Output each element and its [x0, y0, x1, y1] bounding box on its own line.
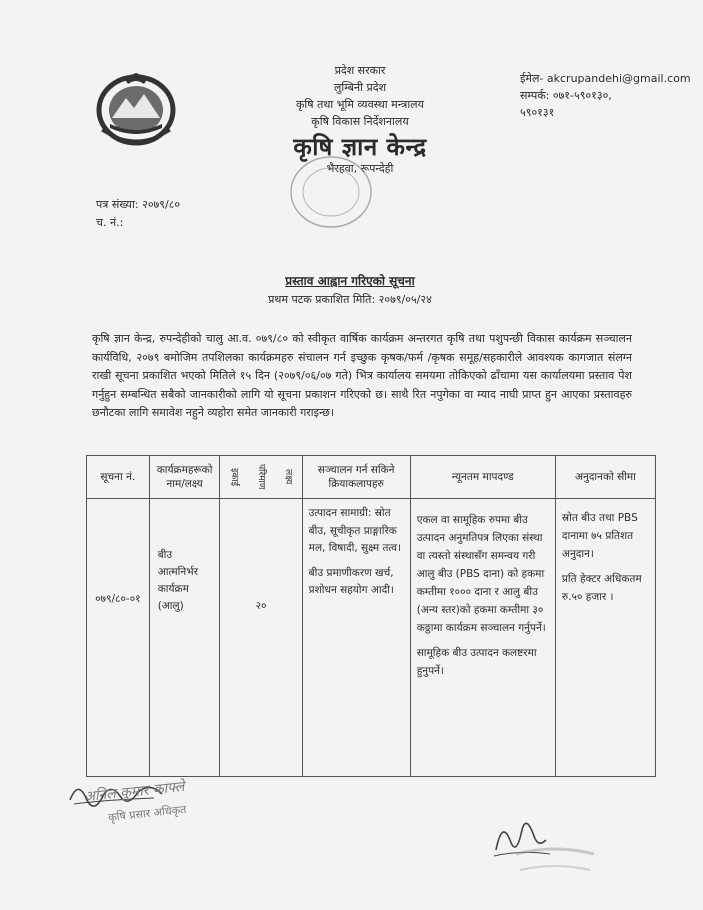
criteria-item-1: एकल वा सामूहिक रुपमा बीउ उत्पादन अनुमतिपत्र लिएका संस्था वा त्यस्तो संस्थासँग समन्वय गरी आलु बीउ (PBS दाना) को हकमा कम्तीमा १००० दाना र आलु बीउ (अन्य स्तर)को हकमा कम्तीमा ३० कठ्ठामा कार्यक्रम सञ्चालन गर्नुपर्ने। — [416, 514, 546, 634]
left-signatory-name: अनिल कुमार काफ्ले — [83, 778, 186, 806]
table-row — [87, 499, 656, 777]
criteria-item-2: सामूहिक बीउ उत्पादन कलष्टरमा हुनुपर्ने। — [416, 647, 537, 677]
activities-item-2: बीउ प्रमाणीकरण खर्च, प्रशोधन सहयोग आदी। — [308, 566, 394, 596]
publish-date: प्रथम पटक प्रकाशित मिति: २०७९/०५/२४ — [268, 293, 432, 306]
cell-grant — [555, 499, 655, 777]
cell-program: बीउ आत्मनिर्भर कार्यक्रम (आलु) — [149, 499, 220, 777]
col-notice-no: सूचना नं. — [87, 456, 150, 499]
cell-activities — [302, 499, 410, 777]
letter-number: पत्र संख्या: २०७९/८० — [96, 198, 181, 211]
grant-item-1: स्रोत बीउ तथा PBS दानामा ७५ प्रतिशत अनुदान। — [561, 512, 638, 560]
government-name: प्रदेश सरकार — [334, 64, 386, 77]
directorate-name: कृषि विकास निर्देशनालय — [311, 115, 409, 128]
ministry-name: कृषि तथा भूमि व्यवस्था मन्त्रालय — [295, 98, 425, 111]
activities-item-1: उत्पादन सामाग्री: स्रोत बीउ, सूचीकृत प्राङ्गारिक मल, विषादी, सुक्ष्म तत्व। — [308, 507, 402, 554]
nepal-government-emblem — [94, 68, 178, 148]
cell-criteria — [410, 499, 555, 777]
program-table — [86, 455, 656, 777]
col-quantity — [220, 456, 302, 499]
dispatch-number: च. नं.: — [96, 216, 124, 229]
office-location: भैरहवा, रूपन्देही — [326, 162, 394, 175]
office-stamp — [286, 152, 376, 232]
col-activities: सञ्चालन गर्न सकिने क्रियाकलापहरु — [302, 456, 410, 499]
province-name: लुम्बिनी प्रदेश — [333, 81, 387, 94]
col-target: लक्ष्य — [283, 469, 294, 485]
notice-body: कृषि ज्ञान केन्द्र, रुपन्देहीको चालु आ.व. ०७९/८० को स्वीकृत वार्षिक कार्यक्रम अन्तरगत कृषि तथा पशुपन्छी विकास कार्यक्रम सञ्चालन कार्यविधि, २०७९ बमोजिम तपशिलका कार्यक्रमहरु संचालन गर्न इच्छुक कृषक/फर्म /कृषक समूह/सहकारीले आवश्यक कागजात संलग्न राखी सूचना प्रकाशित भएको मितिले १५ दिन (२०७९/०६/०७ गते) भित्र कार्यालय समयमा तोकिएको ढाँचामा यस कार्यालयमा प्रस्ताव पेश गर्नुहुन सम्बन्धित सबैको जानकारीको लागि यो सूचना प्रकाशन गरिएको छ। साथै रित नपुगेका वा म्याद नाघी प्राप्त हुन आएका प्रस्तावहरु छनौटका लागि समावेश नहुने व्यहोरा समेत जानकारी गराइन्छ। — [92, 332, 632, 420]
left-signatory-post: कृषि प्रसार अधिकृत — [107, 802, 187, 825]
col-grant: अनुदानको सीमा — [555, 456, 655, 499]
reference-numbers — [96, 196, 180, 232]
notice-title: प्रस्ताव आह्वान गरिएको सूचना — [285, 274, 415, 288]
right-stamp — [510, 842, 600, 882]
phone-line-1: सम्पर्क: ०७१-५९०१३०, — [520, 89, 612, 102]
email-line: ईमेल- akcrupandehi@gmail.com — [520, 72, 691, 85]
table-header-row — [87, 456, 656, 499]
grant-item-2: प्रति हेक्टर अधिकतम रु.५० हजार । — [561, 573, 642, 603]
contact-info — [520, 70, 690, 121]
cell-notice-no: ०७९/८०-०१ — [87, 499, 150, 777]
col-unit: इकाई — [228, 467, 239, 487]
col-amount: परिमाण — [256, 464, 267, 490]
col-criteria: न्यूनतम मापदण्ड — [410, 456, 555, 499]
col-program: कार्यक्रमहरूको नाम/लक्ष्य — [149, 456, 220, 499]
office-name: कृषि ज्ञान केन्द्र — [293, 133, 427, 161]
phone-line-2: ५९०१३१ — [520, 106, 555, 119]
cell-quantity: २० — [220, 499, 302, 777]
